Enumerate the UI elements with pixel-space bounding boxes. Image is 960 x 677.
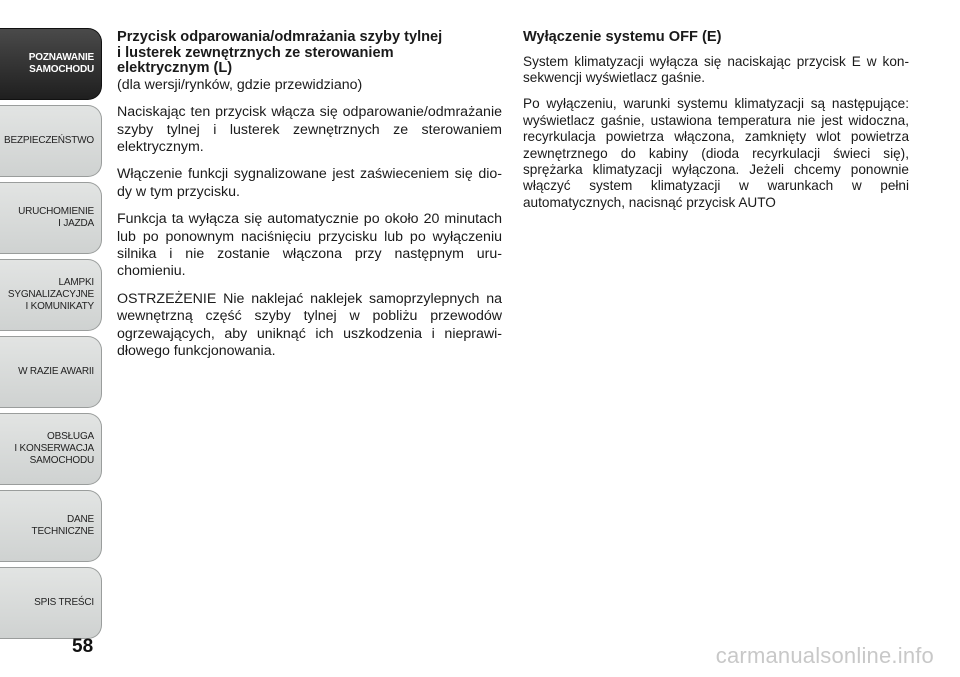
left-column (117, 30, 502, 370)
paragraph: Naciskając ten przycisk włącza się odparowanie/odmrażanie szyby tylnej i lusterek zewnętrznych ze sterowaniem elektrycznym. (117, 104, 502, 155)
section-heading-system-off: Wyłączenie systemu OFF (E) (523, 29, 722, 45)
warning-paragraph: OSTRZEŻENIE Nie naklejać naklejek samoprzylepnych na wewnętrzną część szyby tylnej w pobliżu przewodów ogrzewających, aby uniknąć ich uszkodzenia i nieprawidłowego funkcjonowania. (117, 290, 502, 360)
chapter-tabs (0, 28, 102, 644)
paragraph: Po wyłączeniu, warunki systemu klimatyzacji są następujące: wyświetlacz gaśnie, ustawiona temperatura nie jest widoczna, recyrkulacja powietrza włączona, zamknięty wlot powietrza zewnętrznego do kabiny (dioda recyrkulacji świeci się), sprężarka klimatyzacji wyłączona. Jeżeli chcemy ponownie włączyć system klimatyzacji w warunkach w pełni automatycznych, nacisnąć przycisk AUTO (523, 96, 909, 210)
tab-obsluga-i-konserwacja[interactable]: OBSŁUGA I KONSERWACJA SAMOCHODU (0, 413, 102, 485)
tab-uruchomienie-i-jazda[interactable]: URUCHOMIENIE I JAZDA (0, 182, 102, 254)
paragraph: Włączenie funkcji sygnalizowane jest zaświeceniem się diody w tym przycisku. (117, 166, 502, 200)
section-heading-rear-defrost (117, 30, 502, 77)
tab-spis-tresci[interactable]: SPIS TREŚCI (0, 567, 102, 639)
paragraph: System klimatyzacji wyłącza się naciskając przycisk E w konsekwencji wyświetlacz gaśnie. (523, 53, 909, 85)
heading-line-3: elektrycznym (L) (117, 60, 233, 77)
tab-w-razie-awarii[interactable]: W RAZIE AWARII (0, 336, 102, 408)
tab-lampki-sygnalizacyjne[interactable]: LAMPKI SYGNALIZACYJNE I KOMUNIKATY (0, 259, 102, 331)
tab-dane-techniczne[interactable]: DANE TECHNICZNE (0, 490, 102, 562)
paragraph: Funkcja ta wyłącza się automatycznie po około 20 minutach lub po ponownym naciśnięciu przycisku lub po wyłączeniu silnika i nie zostanie włączona przy następnym uruchomieniu. (117, 211, 502, 280)
watermark: carmanualsonline.info (715, 643, 934, 668)
section-subheading: (dla wersji/rynków, gdzie przewidziano) (117, 76, 363, 93)
heading-line-1: Przycisk odparowania/odmrażania szyby tylnej (117, 29, 443, 45)
heading-line-2: i lusterek zewnętrznych ze sterowaniem (117, 44, 394, 61)
tab-poznawanie-samochodu[interactable]: POZNAWANIE SAMOCHODU (0, 28, 102, 100)
right-column (523, 30, 909, 221)
tab-bezpieczenstwo[interactable]: BEZPIECZEŃSTWO (0, 105, 102, 177)
page-number: 58 (72, 636, 94, 657)
